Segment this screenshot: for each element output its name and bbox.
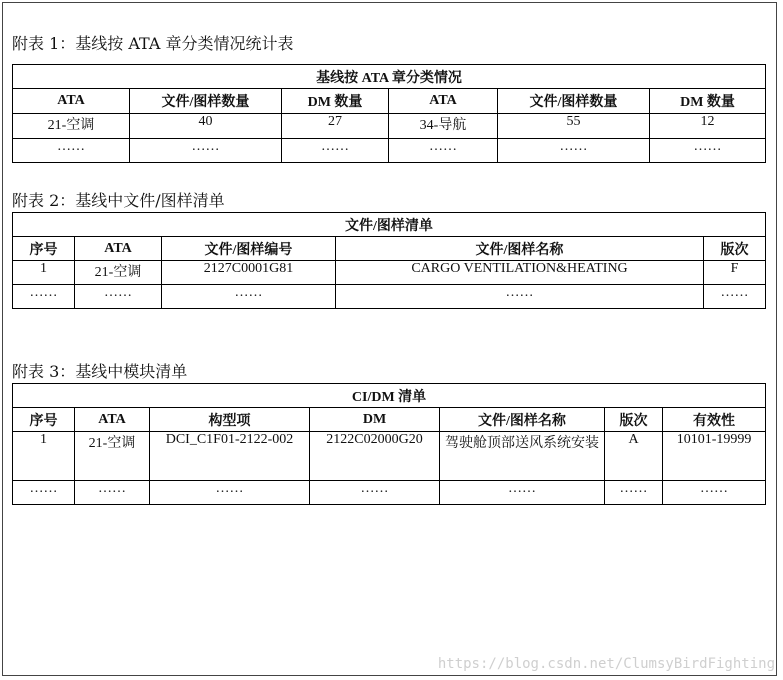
table-cell: …… xyxy=(605,481,663,505)
table-cell: 21-空调 xyxy=(13,114,130,139)
file-list-table xyxy=(12,212,766,309)
table2-caption: 附表 2：基线中文件/图样清单 xyxy=(12,191,225,210)
table-cell: 55 xyxy=(498,114,650,139)
table-cell: 21-空调 xyxy=(75,432,150,481)
table-cell: …… xyxy=(498,139,650,163)
table-cell: CARGO VENTILATION&HEATING xyxy=(336,261,704,285)
table-row xyxy=(13,481,766,505)
table-cell: 10101-19999 xyxy=(663,432,766,481)
table-cell: 1 xyxy=(13,261,75,285)
table2-header: 版次 xyxy=(704,237,766,261)
table3-header: 文件/图样名称 xyxy=(440,408,605,432)
table1-header: 文件/图样数量 xyxy=(130,89,282,114)
table-cell: …… xyxy=(310,481,440,505)
table1-header: DM 数量 xyxy=(650,89,766,114)
table3-title: CI/DM 清单 xyxy=(13,384,766,408)
watermark: https://blog.csdn.net/ClumsyBirdFighting xyxy=(437,656,775,672)
ci-dm-table xyxy=(12,383,766,505)
table-cell: …… xyxy=(389,139,498,163)
table3-header: 版次 xyxy=(605,408,663,432)
table-cell: …… xyxy=(440,481,605,505)
table-cell: A xyxy=(605,432,663,481)
table-row xyxy=(13,432,766,481)
table-cell: …… xyxy=(650,139,766,163)
table3-caption: 附表 3：基线中模块清单 xyxy=(12,362,188,381)
table2-header: ATA xyxy=(75,237,162,261)
table-cell: 12 xyxy=(650,114,766,139)
table1-title: 基线按 ATA 章分类情况 xyxy=(13,65,766,89)
table-cell: …… xyxy=(704,285,766,309)
table-cell: 2127C0001G81 xyxy=(162,261,336,285)
table-cell: DCI_C1F01-2122-002 xyxy=(150,432,310,481)
table3-header: 构型项 xyxy=(150,408,310,432)
table-cell: …… xyxy=(75,285,162,309)
table-row xyxy=(13,114,766,139)
table2-header: 文件/图样编号 xyxy=(162,237,336,261)
table-cell: 2122C02000G20 xyxy=(310,432,440,481)
table-row xyxy=(13,285,766,309)
table-cell: …… xyxy=(13,285,75,309)
table-cell: …… xyxy=(13,481,75,505)
table2-header: 序号 xyxy=(13,237,75,261)
table-row xyxy=(13,261,766,285)
table-cell: …… xyxy=(282,139,389,163)
table-cell: …… xyxy=(13,139,130,163)
table1-caption: 附表 1：基线按 ATA 章分类情况统计表 xyxy=(12,34,294,53)
table2-title: 文件/图样清单 xyxy=(13,213,766,237)
table-cell: F xyxy=(704,261,766,285)
table-cell: 27 xyxy=(282,114,389,139)
table1-header: ATA xyxy=(389,89,498,114)
table-cell: …… xyxy=(663,481,766,505)
table-row xyxy=(13,139,766,163)
table2-header: 文件/图样名称 xyxy=(336,237,704,261)
table3-header: 有效性 xyxy=(663,408,766,432)
table1-header: ATA xyxy=(13,89,130,114)
table-cell: 驾驶舱顶部送风系统安装 xyxy=(440,432,605,481)
table-cell: …… xyxy=(162,285,336,309)
table1-header: DM 数量 xyxy=(282,89,389,114)
table3-header: 序号 xyxy=(13,408,75,432)
table-cell: 40 xyxy=(130,114,282,139)
table-cell: 21-空调 xyxy=(75,261,162,285)
table-cell: …… xyxy=(336,285,704,309)
table1-header: 文件/图样数量 xyxy=(498,89,650,114)
ata-stats-table xyxy=(12,64,766,163)
table3-header: ATA xyxy=(75,408,150,432)
table-cell: …… xyxy=(150,481,310,505)
table-cell: 1 xyxy=(13,432,75,481)
table-cell: …… xyxy=(130,139,282,163)
table-cell: 34-导航 xyxy=(389,114,498,139)
table3-header: DM xyxy=(310,408,440,432)
table-cell: …… xyxy=(75,481,150,505)
